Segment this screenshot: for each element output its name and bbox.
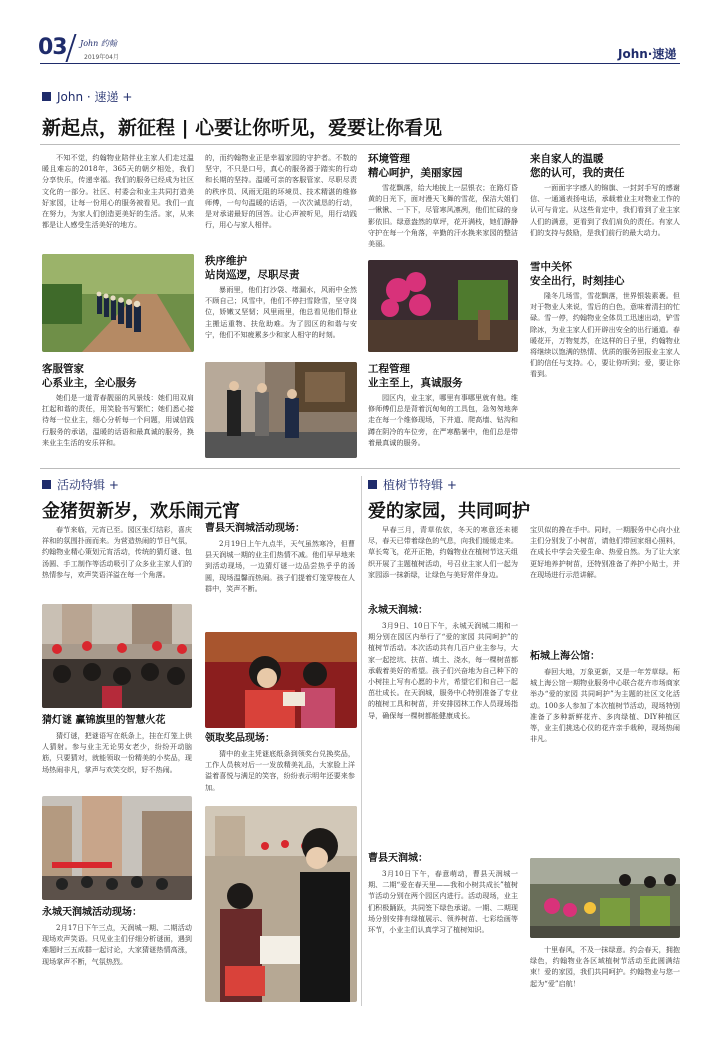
yongtian-event-photo	[42, 796, 192, 900]
caoxian-planting-text: 3月10日下午，春意萌动，曹县天润城一期、二期“爱在春天里——我和小树共成长”植树节活动分别在两个园区内进行。活动现场，业主们积极踊跃，共同签下绿色承诺。一期、二期现场分别安排有绿植展示、领养树苗、七彩绘画等环节，小业主们认真学习了植树知识。	[368, 869, 518, 935]
section-divider	[361, 476, 362, 1006]
section-tag-arbor-day: 植树节特辑 +	[368, 476, 457, 493]
section1-headline: 新起点，新征程 | 心要让你听见，爱要让你看见	[42, 117, 443, 139]
patrol-block	[205, 254, 357, 350]
family-subtitle: 您的认可，我的责任	[530, 167, 625, 179]
engineering-text: 园区内，业主家，哪里有事哪里就有他。维修师傅们总是背着沉甸甸的工具包，急匆匆地奔走在每一个维修现场，下井道、爬高墙、钻沟和蹲在阴冷的车位旁，在严寒酷暑中，他们总是带着最真诚的服务。	[368, 393, 518, 447]
yongcheng-text: 3月9日、10日下午，永城天润城二期和一期分别在园区内举行了“爱的家园 共同呵护”的植树节活动。本次活动共有几百户业主参与，大家一起挖坑、扶苗、填土、浇水，每一棵树苗都承载着美好的希望。孩子们兴奋地为自己种下的小树挂上写有心愿的卡片，希望它们和自己一起茁壮成长。在天润城，服务中心特别准备了专业的植树工具和树苗，并安排园林工作人员现场指导，确保每一棵树都能健康成长。	[368, 621, 518, 720]
family-block	[530, 152, 680, 262]
section3-col2-text: 宝贝似的搀在手中。同时，一期服务中心向小业主们分别发了小树苗，请他们带回家细心照料，在成长中学会关爱生命、热爱自然。为了让大家更好地养护树苗，还特别准备了养护小贴士，并在现场进行示范讲解。	[530, 525, 680, 579]
prize-text: 猜中的业主凭谜底纸条到领奖台兑换奖品，工作人员核对后一一发放精美礼品，大家脸上洋溢着喜悦与满足的笑容，纷纷表示明年还要来参加。	[205, 749, 355, 792]
caoxian-event-title: 曹县天润城活动现场：	[205, 523, 305, 534]
service-text: 她们是一道青春靓丽的风景线：她们用双肩扛起和谐的责任，用笑脸书写繁忙；她们悉心接待每一位业主，细心分析每一个问题，用诚信践行服务的承诺，温暖的话语和最真诚的服务，换来业主生活的安乐祥和。	[42, 393, 194, 447]
closing-text: 十里春风，不及一抹绿意。约会春天，拥抱绿色，约翰物业各区域植树节活动至此圆满结束！爱的家园，我们共同呵护。约翰物业与您一起为“爱”启航！	[530, 945, 680, 988]
section1-intro-col2: 的，而约翰物业正是幸福家园的守护者。不数的坚守，不只是口号，真心的服务源于踏实的行动和长期的坚持。温暖可亲的客服管家、尽职尽责的秩序员、风雨无阻的环境员、技术精湛的维修师傅，一句句温暖的话语，一次次诚恳的行动，是对承诺最好的回答。让心声被听见，用行动践行，用心与家人相伴。	[205, 153, 357, 230]
service-title: 客服管家	[42, 363, 84, 375]
snow-subtitle: 安全出行，时刻挂心	[530, 275, 625, 287]
environment-text: 雪花飘落，给大地披上一层银衣；在路灯昏黄的日光下，面对漫天飞舞的雪花，保洁大姐们一锹锹、一下下，尽管寒风凛冽，他们忙碌的身影依旧。绿意盎然的草坪，花开满枝，她们静静守护在每一个角落，辛勤的汗水换来家园的整洁美丽。	[368, 183, 518, 249]
staff-at-entrance-photo	[205, 362, 357, 458]
patrol-subtitle: 站岗巡逻，尽职尽责	[205, 269, 300, 281]
section2-intro: 春节来临，元宵已至。园区张灯结彩，喜庆祥和的氛围扑面而来。为营造热闹的节日气氛，约翰物业精心策划元宵活动，传统的猜灯谜、包汤圆、手工制作等活动吸引了众多业主家人们的热情参与，欢声笑语洋溢在每一个角落。	[42, 525, 192, 579]
snow-text: 隆冬几场雪，雪花飘落，世界银装素裹。但对于物业人来说，雪后的白色，意味着清扫的忙碌。雪一停，约翰物业全体员工迅速出动，铲雪除冰，为业主家人们开辟出安全的出行通道。春暖花开，万物复苏，在这样的日子里，约翰物业将继续以饱满的热情、优质的服务回报业主家人们的信任与支持。心，要让你听到；爱，要让你看到。	[530, 291, 680, 379]
prize-title: 领取奖品现场：	[205, 733, 275, 744]
prize-handout-photo	[205, 806, 357, 1002]
section1-intro-col1: 不知不觉，约翰物业陪伴业主家人们走过温暖且难忘的2018年，365天的朝夕相处，我们分享快乐，传递幸福。我们的服务已经成为社区文化的一部分。社区、村委会和业主共同打造美好家园，让每一份用心的服务被看见。我们一直在努力，为家人们创造更美好的生活。家，从来都是让人感受生活美好的地方。	[42, 153, 194, 230]
pink-flowers-photo	[368, 260, 518, 352]
brand-mark: John 约翰	[80, 39, 117, 48]
section-tag-activity: 活动特辑 +	[42, 476, 119, 493]
riddle-title: 猜灯谜 赢锦旗里的智慧火花	[42, 715, 166, 726]
page-number: 03	[38, 35, 67, 60]
snow-title: 雪中关怀	[530, 261, 572, 273]
lady-with-lantern-photo	[205, 632, 357, 728]
engineering-title: 工程管理	[368, 363, 410, 375]
caoxian-event-text: 2月19日上午九点半，天气虽然寒冷，但曹县天润城一期的业主们热情不减。他们早早地来到活动现场，一边猜灯谜一边品尝热乎乎的汤圆，现场温馨而热闹。孩子们提着灯笼穿梭在人群中，笑声不断。	[205, 539, 355, 593]
caoxian-planting-title: 曹县天润城：	[368, 853, 428, 864]
zhecheng-title: 柘城上海公馆：	[530, 651, 600, 662]
section3-intro: 早春三月，青草依依，冬天的寒意还未褪尽，春天已带着绿色的气息，向我们缓缓走来。草长莺飞，花开正艳，约翰物业在植树节这天组织开展了主题植树活动，号召业主家人们一起为家园添一抹新绿，让绿色与美好常伴身边。	[368, 525, 518, 579]
issue-date: 2019年04月	[84, 54, 119, 61]
service-subtitle: 心系业主，全心服务	[42, 377, 137, 389]
guards-lineup-photo	[42, 254, 194, 352]
square-bullet-icon	[42, 92, 51, 101]
engineering-block	[368, 362, 518, 460]
section1-rule	[40, 144, 680, 145]
patrol-title: 秩序维护	[205, 255, 247, 267]
lantern-riddle-crowd-photo	[42, 604, 192, 708]
environment-title: 环境管理	[368, 153, 410, 165]
page-header	[0, 0, 720, 78]
section-tag-john: John · 速递 +	[42, 88, 132, 105]
yongcheng-title: 永城天润城：	[368, 605, 428, 616]
section1-bottom-rule	[40, 468, 680, 469]
section2-headline: 金猪贺新岁，欢乐闹元宵	[42, 501, 240, 522]
zhecheng-text: 春回大地，万象更新，又是一年芳草绿。柘城上海公馆一期物业服务中心联合花卉市场商家举办“爱的家园 共同呵护”为主题的社区文化活动。100多人参加了本次植树节活动，现场特别准备了多种新鲜花卉、多肉绿植、DIY种植区等，业主们挑选心仪的花卉亲手栽种，现场热闹非凡。	[530, 667, 680, 744]
square-bullet-icon	[42, 480, 51, 489]
page-number-slash	[65, 34, 76, 62]
patrol-text: 暴雨里，他们打沙袋、堵漏水，风雨中全然不顾自己；风雪中，他们不停扫雪除雪，坚守岗位，娇嫩又坚韧；风里雨里，他总看见他们帮业主搬运重物、扶危助难。为了园区的和谐与安宁，他们不知疲累多少和家人相守的时刻。	[205, 285, 357, 339]
plant-market-photo	[530, 858, 680, 938]
family-text: 一面面字字感人的锦旗、一封封手写的感谢信、一通通表扬电话，承载着业主对物业工作的认可与肯定。从这些肯定中，我们看到了业主家人们的满意，更看到了我们肩负的责任。有家人们的支持与鼓励，是我们前行的最大动力。	[530, 183, 680, 237]
yongtian-text: 2月17日下午三点，天润城一期、二期活动现场欢声笑语。只见业主们仔细分析谜面，遇到难题时三五成群一起讨论，大家猜谜热情高涨，现场掌声不断，气氛热烈。	[42, 923, 192, 966]
family-title: 来自家人的温暖	[530, 153, 604, 165]
riddle-text: 猜灯谜，把谜语写在纸条上，挂在灯笼上供人猜射。参与业主无论男女老少，纷纷开动脑筋，只要猜对，就能领取一份精美的小奖品，现场热闹非凡，掌声与欢笑交织，好不热闹。	[42, 731, 192, 774]
environment-subtitle: 精心呵护，美丽家园	[368, 167, 463, 179]
environment-block	[368, 152, 518, 250]
service-block	[42, 362, 194, 464]
header-rule	[40, 63, 680, 64]
square-bullet-icon	[368, 480, 377, 489]
section3-headline: 爱的家园，共同呵护	[368, 501, 530, 522]
snow-block	[530, 260, 680, 460]
column-name: John·速递	[618, 47, 677, 61]
yongtian-title: 永城天润城活动现场：	[42, 907, 142, 918]
engineering-subtitle: 业主至上，真诚服务	[368, 377, 463, 389]
